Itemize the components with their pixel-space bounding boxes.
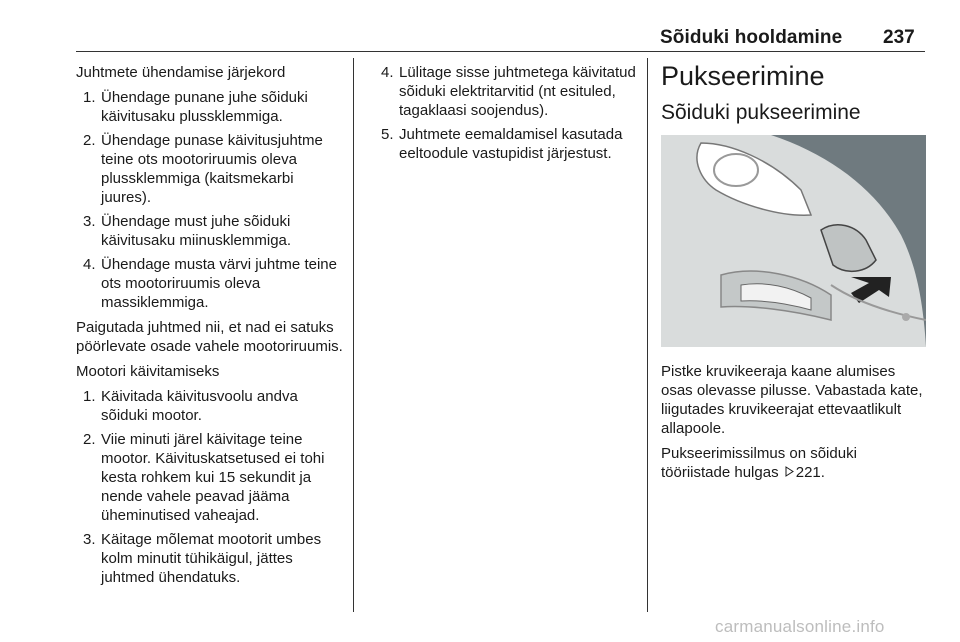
- list-text: Lülitage sisse juhtmetega käivitatud sõiduki elektritarvitid (nt esituled, tagaklaasi soojendus).: [399, 64, 636, 119]
- reference-paragraph: [661, 444, 926, 482]
- list-text: Ühendage must juhe sõiduki käivitusaku miinusklemmiga.: [101, 213, 292, 249]
- column-2: [374, 63, 636, 169]
- reference-text: Pukseerimissilmus on sõiduki tööriistade hulgas: [661, 445, 857, 481]
- heading-engine-start: Mootori käivitamiseks: [76, 363, 220, 380]
- list-number: 2.: [83, 132, 96, 149]
- header-title: Sõiduki hooldamine: [660, 27, 843, 48]
- list-number: 1.: [83, 388, 96, 405]
- list-number: 1.: [83, 89, 96, 106]
- list-item: [374, 125, 636, 163]
- list-number: 3.: [83, 213, 96, 230]
- list-item: [76, 212, 346, 250]
- list-text: Ühendage punase käivitusjuhtme teine ots mootoriruumis oleva plussklemmiga (kaitsmekarbi juures).: [101, 132, 323, 206]
- page-number: 237: [883, 27, 915, 48]
- list-text: Käitage mõlemat mootorit umbes kolm minutit tühikäigul, jättes juhtmed ühendatuks.: [101, 531, 322, 586]
- towing-eye-cover-illustration: [661, 135, 926, 347]
- list-item: [374, 63, 636, 120]
- list-text: Käivitada käivitusvoolu andva sõiduki mootor.: [101, 388, 298, 424]
- list-text: Viie minuti järel käivitage teine mootor. Käivituskatsetused ei tohi kesta rohkem kui 15 sekundit ja nende vahele peavad jääma üheminutised vaheajad.: [101, 431, 325, 524]
- list-number: 2.: [83, 431, 96, 448]
- watermark: carmanualsonline.info: [715, 617, 885, 636]
- continued-steps-list: [374, 63, 636, 163]
- column-3: [661, 63, 926, 488]
- list-item: [76, 255, 346, 312]
- list-item: [76, 530, 346, 587]
- list-item: [76, 387, 346, 425]
- list-item: [76, 131, 346, 207]
- heading-connection-order: Juhtmete ühendamise järjekord: [76, 64, 286, 81]
- list-number: 5.: [381, 126, 394, 143]
- column-1: [76, 63, 346, 593]
- engine-start-steps-list: [76, 387, 346, 587]
- page-reference-icon: [785, 466, 794, 477]
- instruction-paragraph: Pistke kruvikeeraja kaane alumises osas olevasse pilusse. Vabastada kate, liigutades kruvikeerajat ettevaatlikult allapoole.: [661, 363, 923, 437]
- list-number: 3.: [83, 531, 96, 548]
- connection-steps-list: [76, 88, 346, 312]
- column-divider-1: [353, 58, 354, 612]
- list-item: [76, 430, 346, 525]
- list-number: 4.: [83, 256, 96, 273]
- list-text: Ühendage punane juhe sõiduki käivitusaku plussklemmiga.: [101, 89, 308, 125]
- section-title: Pukseerimine: [661, 61, 825, 91]
- cable-placement-note: Paigutada juhtmed nii, et nad ei satuks pöörlevate osade vahele mootoriruumis.: [76, 319, 343, 355]
- list-number: 4.: [381, 64, 394, 81]
- column-divider-2: [647, 58, 648, 612]
- reference-page[interactable]: 221.: [795, 464, 825, 481]
- header-rule: [76, 51, 925, 52]
- list-text: Juhtmete eemaldamisel kasutada eeltoodule vastupidist järjestust.: [399, 126, 623, 162]
- list-item: [76, 88, 346, 126]
- list-text: Ühendage musta värvi juhtme teine ots mootoriruumis oleva massiklemmiga.: [101, 256, 337, 311]
- section-subtitle: Sõiduki pukseerimine: [661, 101, 861, 124]
- bumper-detail: [902, 313, 910, 321]
